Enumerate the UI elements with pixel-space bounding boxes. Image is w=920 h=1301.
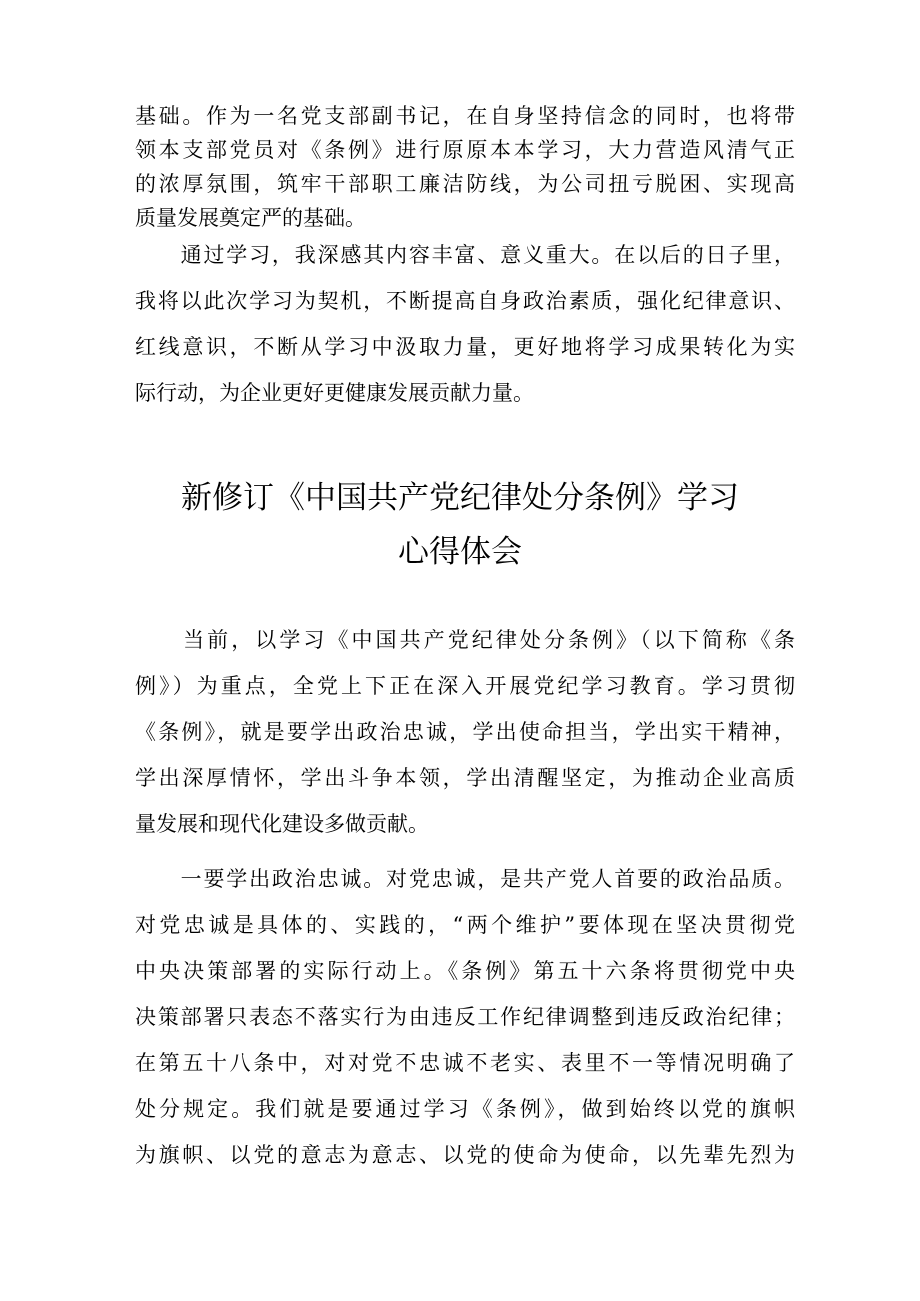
text-line: 的浓厚氛围，筑牢干部职工廉洁防线，为公司扭亏脱困、实现高 <box>135 172 795 196</box>
text-line: 红线意识，不断从学习中汲取力量，更好地将学习成果转化为实 <box>135 335 795 359</box>
text-line: 量发展和现代化建设多做贡献。 <box>135 812 429 836</box>
text-line: 我将以此次学习为契机，不断提高自身政治素质，强化纪律意识、 <box>135 289 795 313</box>
title-line: 新修订《中国共产党纪律处分条例》学习 <box>181 480 739 516</box>
text-line: 为旗帜、以党的意志为意志、以党的使命为使命，以先辈先烈为 <box>135 1143 795 1167</box>
text-line: 处分规定。我们就是要通过学习《条例》，做到始终以党的旗帜 <box>135 1097 795 1121</box>
text-line: 对党忠诚是具体的、实践的，“两个维护”要体现在坚决贯彻党 <box>135 913 795 937</box>
text-line: 基础。作为一名党支部副书记，在自身坚持信念的同时，也将带 <box>135 104 795 128</box>
title-line: 心得体会 <box>398 534 522 570</box>
text-line: 质量发展奠定严的基础。 <box>135 206 366 230</box>
text-line: 一要学出政治忠诚。对党忠诚，是共产党人首要的政治品质。 <box>135 867 795 891</box>
text-line: 领本支部党员对《条例》进行原原本本学习，大力营造风清气正 <box>135 138 795 162</box>
text-line: 通过学习，我深感其内容丰富、意义重大。在以后的日子里， <box>135 243 795 267</box>
text-line: 当前，以学习《中国共产党纪律处分条例》（以下简称《条 <box>135 628 795 652</box>
text-line: 学出深厚情怀，学出斗争本领，学出清醒坚定，为推动企业高质 <box>135 766 795 790</box>
text-line: 《条例》，就是要学出政治忠诚，学出使命担当，学出实干精神， <box>135 720 795 744</box>
text-line: 中央决策部署的实际行动上。《条例》第五十六条将贯彻党中央 <box>135 959 795 983</box>
text-line: 在第五十八条中，对对党不忠诚不老实、表里不一等情况明确了 <box>135 1051 795 1075</box>
text-line: 际行动，为企业更好更健康发展贡献力量。 <box>135 381 534 405</box>
text-line: 决策部署只表态不落实行为由违反工作纪律调整到违反政治纪律； <box>135 1005 795 1029</box>
text-line: 例》）为重点，全党上下正在深入开展党纪学习教育。学习贯彻 <box>135 674 795 698</box>
